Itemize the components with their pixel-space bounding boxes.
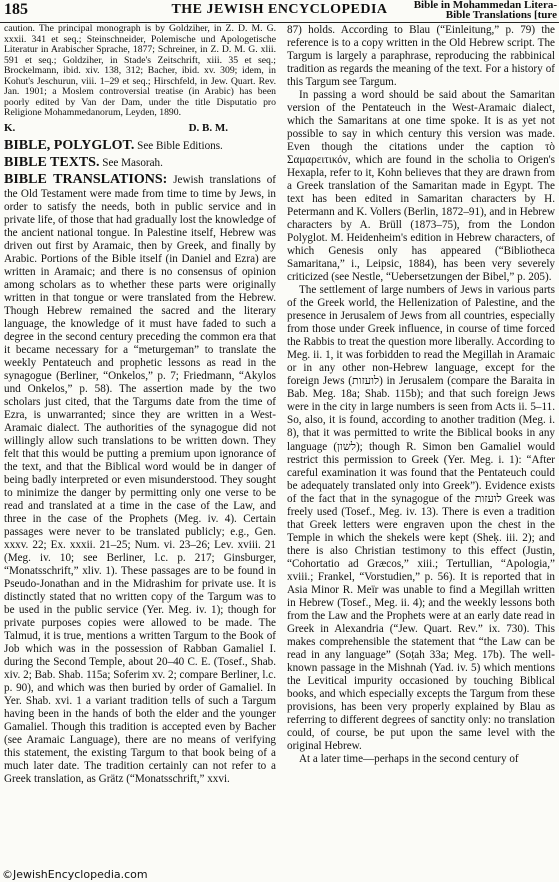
entry-title: BIBLE, POLYGLOT. bbox=[4, 137, 135, 153]
article-paragraph: At a later time—perhaps in the second century of bbox=[299, 752, 519, 765]
article-paragraph: 87) holds. According to Blau (“Einleitung,” p. 79) the reference is to a copy written in the Old Hebrew script. The Targum is largely a paraphrase, reproducing the rabbinical tradition as regards the meaning of the text. For a history of this Targum see Targum. bbox=[287, 24, 555, 89]
bibliography: caution. The principal monograph is by Goldziher, in Z. D. M. G. xxxii. 341 et seq.; Steinschneider, Polemische und Apologetische Literatur in Arabischer Sprache, 1877; Schreiner, in Z. D. M. G. xlii. 591 et seq.; Goldziher, in Stade's Zeitschrift, xiii. 35 et seq.; Brockelmann, ibid. xiv. 138, 312; Bacher, ibid. xv. 309; idem, in Kohut's Jeschurun, viii. 1–29 et seq.; Hirschfeld, in Jew. Quart. Rev. Jan. 1901; a Moslem controversial treatise (in Arabic) has been poorly edited by Van der Dam, under the title Disputatio pro Religione Mohammedanorum, Leyden, 1890. bbox=[4, 23, 276, 118]
entry-bible-polyglot bbox=[4, 137, 276, 154]
running-right-line2: Bible Translations [ture bbox=[445, 9, 557, 21]
copyright-footer: ©JewishEncyclopedia.com bbox=[2, 868, 148, 881]
right-column bbox=[287, 24, 555, 766]
signoff bbox=[4, 122, 276, 135]
entry-bible-translations bbox=[4, 171, 276, 787]
entry-title: BIBLE TEXTS. bbox=[4, 154, 100, 170]
running-right-title bbox=[414, 0, 557, 20]
signoff-left: K. bbox=[4, 121, 16, 134]
cross-reference: See Bible Editions. bbox=[137, 139, 223, 152]
running-title: THE JEWISH ENCYCLOPEDIA bbox=[171, 2, 388, 17]
running-right-cut: [ture bbox=[533, 9, 557, 21]
entry-title: BIBLE TRANSLATIONS: bbox=[4, 171, 168, 187]
cross-reference: See Masorah. bbox=[102, 156, 163, 169]
article-paragraph: In passing a word should be said about the Samaritan version of the Pentateuch in the West-Aramaic dialect, which the Samaritans at one time spoke. It is as yet not possible to say in which century this version was made. Even though the citations under the caption τὸ Σαμαρειτικόν, which are found in the scholia to Origen's Hexapla, refer to it, Kohn believes that they are drawn from a Greek translation of the Samaritan made in Egypt. The text has been edited in Samaritan characters by H. Petermann and K. Vollers (Berlin, 1872–91), and in Hebrew characters by A. Brüll (1873–75), from the London Polyglot. M. Heidenheim's edition in Hebrew characters, of which Genesis only has appeared (“Bibliotheca Samaritana,” i., Leipsic, 1884), has been very severely criticized (see Nestle, “Uebersetzungen der Bibel,” p. 205). bbox=[287, 89, 555, 284]
running-right-line1: Bible in Mohammedan Litera- bbox=[413, 0, 557, 11]
signoff-author: D. B. M. bbox=[188, 121, 228, 134]
article-text: Jewish translations of the Old Testament were made from time to time by Jews, in order to satisfy the needs, both in public service and in private life, of those that had gradually lost the knowledge of the ancient national tongue. In Palestine itself, Hebrew was driven out first by Aramaic, then by Greek, and finally by Arabic. Portions of the Bible itself (in Daniel and Ezra) are written in Aramaic; and there is no consensus of opinion among scholars as to whether these parts were originally written in that tongue or were translated from the Hebrew. Though Hebrew remained the sacred and the literary language, the knowledge of it must have faded to such a degree in the second century preceding the common era that it became necessary for a “meturgeman” to translate the weekly Pentateuch and prophetic lessons as read in the synagogue (Berliner, “Onkelos,” p. 7; Friedmann, “Akylos und Onkelos,” p. 58). The assertion made by the two scholars just cited, that the Targums date from the time of Ezra, is unwarranted; since they are written in a West-Aramaic dialect. The authorities of the synagogue did not willingly allow such translations to be written down. They felt that this would be putting a premium upon ignorance of the text, and that the Biblical word would be in danger of being badly interpreted or even misunderstood. They sought to minimize the danger by permitting only one verse to be read and translated at a time in the case of the Law, and three in the case of the Prophets (Meg. iv. 4). Certain passages were never to be translated publicly; e.g., Gen. xxxv. 22; Ex. xxxii. 21–25; Num. vi. 23–26; Lev. xviii. 21 (Meg. iv. 10; see Berliner, l.c. p. 217; Ginsburger, “Monatsschrift,” xliv. 1). These passages are to be found in Pseudo-Jonathan and in the Midrashim for private use. It is distinctly stated that no written copy of the Targum was to be used in the public service (Yer. Meg. iv. 1); though for private purposes copies were allowed to be made. The Talmud, it is true, mentions a written Targum to the Book of Job which was in the possession of Rabban Gamaliel I. during the Second Temple, about 20–40 C. E. (Tosef., Shab. xiv. 2; Bab. Shab. 115a; Soferim xv. 2; compare Berliner, l.c. p. 90), and which was then buried by order of Gamaliel. In Yer. Shab. xvi. 1 a variant tradition tells of such a Targum having been in the hands of both the elder and the younger Gamaliel. Though this tradition is accepted even by Bacher (see Aramaic Language), there are no means of verifying this statement, the existing Targum to that book being of a much later date. The tradition certainly can not refer to a Greek translation, as Grätz (“Monatsschrift,” xxvi. bbox=[4, 173, 276, 786]
entry-bible-texts bbox=[4, 154, 276, 171]
page-header bbox=[0, 0, 559, 23]
page-number: 185 bbox=[4, 1, 28, 18]
left-column bbox=[4, 24, 276, 786]
article-paragraph: The settlement of large numbers of Jews in various parts of the Greek world, the Hellenization of Palestine, and the presence in Jerusalem of Jews from all countries, especially from those under Greek influence, in course of time forced the Rabbis to treat the question more liberally. According to Meg. ii. 1, it was forbidden to read the Megillah in Aramaic or in any other non-Hebrew language, except for the foreign Jews (לועזות) in Jerusalem (compare the Baraita in Bab. Meg. 18a; Shab. 115b); and that such foreign Jews were in the city in large numbers is seen from Acts ii. 5–11. So, also, it is found, according to another tradition (Meg. i. 8), that it was permitted to write the Biblical books in any language (לשון); though R. Simon ben Gamaliel would restrict this permission to Greek (Yer. Meg. i. 1): “After careful examination it was found that the Pentateuch could be adequately translated only into Greek”). Evidence exists of the fact that in the synagogue of the לועזות Greek was freely used (Tosef., Meg. iv. 13). There is even a tradition that Greek letters were engraven upon the chest in the Temple in which the shekels were kept (Sheḳ. iii. 2); and there is also Christian testimony to this effect (Justin, “Cohortatio ad Græcos,” xiii.; Tertullian, “Apologia,” xviii.; Frankel, “Vorstudien,” p. 56). It is reported that in Asia Minor R. Meïr was unable to find a Megillah written in Hebrew (Tosef., Meg. ii. 4); and the weekly lessons both from the Law and the Prophets were at an early date read in Greek in Alexandria (“Jew. Quart. Rev.” ix. 730). This makes comprehensible the statement that “the Law can be read in any language” (Soṭah 33a; Meg. 17b). The well-known passage in the Mishnah (Yad. iv. 5) which mentions the Levitical impurity occasioned by touching Biblical books, and which especially excepts the Targum from these provisions, has been very properly explained by Blau as referring to different degrees of sanctity only: no translation could, of course, be put upon the same level with the original Hebrew. bbox=[287, 284, 555, 752]
